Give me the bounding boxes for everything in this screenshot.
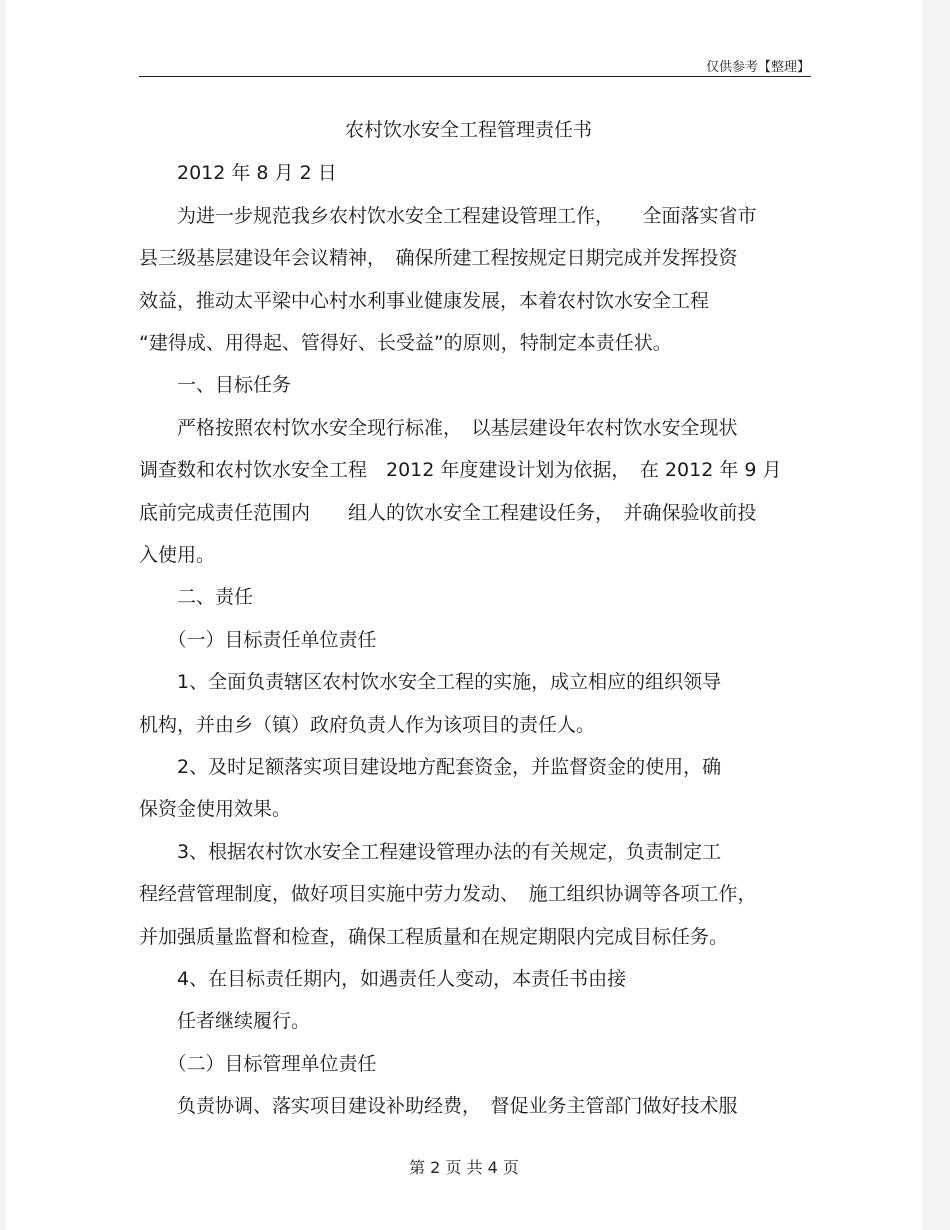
page-number-footer: 第 2 页 共 4 页 (409, 1158, 519, 1177)
body-line: 并加强质量监督和检查，确保工程质量和在规定期限内完成目标任务。 (139, 926, 729, 948)
body-line: 1、全面负责辖区农村饮水安全工程的实施，成立相应的组织领导 (139, 671, 722, 693)
body-line: 3、根据农村饮水安全工程建设管理办法的有关规定，负责制定工 (139, 841, 722, 863)
section-heading: 一、目标任务 (139, 374, 292, 396)
body-line: 2、及时足额落实项目建设地方配套资金，并监督资金的使用，确 (139, 756, 722, 778)
body-line: 任者继续履行。 (139, 1010, 311, 1032)
header-note: 仅供参考【整理】 (705, 60, 810, 75)
body-line: 入使用。 (139, 544, 216, 566)
document-page (6, 0, 922, 1230)
subsection-heading: （一）目标责任单位责任 (139, 629, 377, 651)
subsection-heading: （二）目标管理单位责任 (139, 1053, 377, 1075)
body-line: 程经营管理制度，做好项目实施中劳力发动、 施工组织协调等各项工作， (139, 883, 757, 905)
body-line: 底前完成责任范围内 组人的饮水安全工程建设任务， 并确保验收前投 (139, 502, 757, 524)
header-rule (139, 76, 811, 77)
section-heading: 二、责任 (139, 586, 254, 608)
body-line: 效益，推动太平梁中心村水利事业健康发展，本着农村饮水安全工程 (139, 290, 710, 312)
document-title: 农村饮水安全工程管理责任书 (345, 119, 593, 141)
body-line: 严格按照农村饮水安全现行标准， 以基层建设年农村饮水安全现状 (139, 417, 738, 439)
body-line: 2012 年 8 月 2 日 (139, 162, 337, 184)
body-line: 机构，并由乡（镇）政府负责人作为该项目的责任人。 (139, 714, 596, 736)
body-line: 调查数和农村饮水安全工程 2012 年度建设计划为依据， 在 2012 年 9 月 (139, 459, 782, 481)
body-line: 县三级基层建设年会议精神， 确保所建工程按规定日期完成并发挥投资 (139, 247, 738, 269)
body-line: 为进一步规范我乡农村饮水安全工程建设管理工作， 全面落实省市 (139, 205, 757, 227)
body-line: 4、在目标责任期内，如遇责任人变动，本责任书由接 (139, 968, 627, 990)
body-line: 负责协调、落实项目建设补助经费， 督促业务主管部门做好技术服 (139, 1095, 738, 1117)
body-line: “建得成、用得起、管得好、长受益”的原则，特制定本责任状。 (139, 332, 672, 354)
body-line: 保资金使用效果。 (139, 798, 292, 820)
